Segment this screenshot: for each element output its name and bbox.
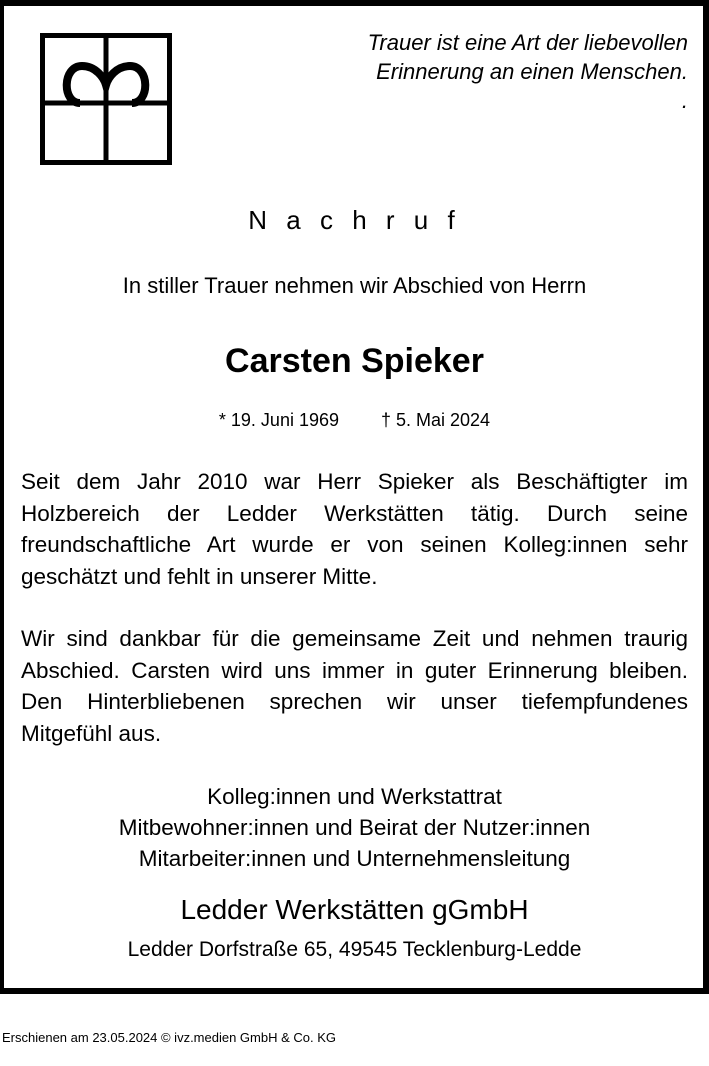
quote-line-2: Erinnerung an einen Menschen. [376,59,688,84]
signer-line: Kolleg:innen und Werkstattrat [207,784,502,809]
deceased-name: Carsten Spieker [225,342,484,380]
publication-footer: Erschienen am 23.05.2024 © ivz.medien GmbH & Co. KG [2,1030,337,1045]
signers-block [0,781,709,874]
intro-text: In stiller Trauer nehmen wir Abschied von Herrn [122,273,587,298]
company-name: Ledder Werkstätten gGmbH [180,894,529,925]
signer-line: Mitarbeiter:innen und Unternehmensleitung [138,846,571,871]
tribute-paragraph-1: Seit dem Jahr 2010 war Herr Spieker als Beschäftigter im Holzbereich der Ledder Werkstätten tätig. Durch seine freundschaftliche Art wurde er von seinen Kolleg:innen sehr geschätzt und fehlt in unserer Mitte. [21,469,688,589]
life-dates [0,410,709,431]
obituary-heading: N a c h r u f [248,205,461,235]
quote-line-3: . [681,88,688,113]
quote-line-1: Trauer ist eine Art der liebevollen [367,30,688,55]
tribute-paragraph-2: Wir sind dankbar für die gemeinsame Zeit und nehmen traurig Abschied. Carsten wird uns immer in guter Erinnerung bleiben. Den Hinterbliebenen sprechen wir unser tiefempfundenes Mitgefühl aus. [21,626,688,746]
death-date: † 5. Mai 2024 [381,410,491,430]
signer-line: Mitbewohner:innen und Beirat der Nutzer:innen [118,815,591,840]
birth-date: * 19. Juni 1969 [218,410,339,430]
company-address: Ledder Dorfstraße 65, 49545 Tecklenburg-Ledde [127,938,582,961]
mourning-quote [288,28,688,115]
window-cross-logo-icon [40,33,172,165]
